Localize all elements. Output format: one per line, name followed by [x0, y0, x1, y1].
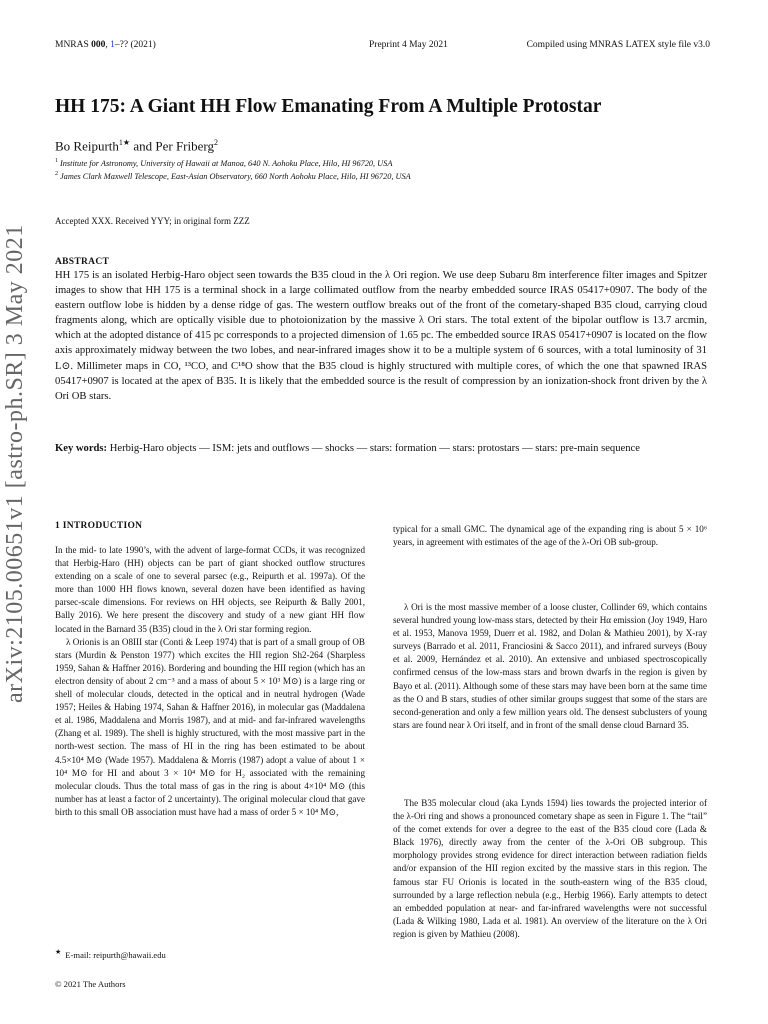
author-connector: and: [130, 138, 156, 154]
affiliation-1-text: Institute for Astronomy, University of Hawaii at Manoa, 640 N. Aohoku Place, Hilo, HI 96720, USA: [60, 158, 393, 168]
paper-title: HH 175: A Giant HH Flow Emanating From A Multiple Protostar: [55, 96, 602, 117]
affiliation-2-number: 2: [55, 171, 58, 177]
compiled-note: Compiled using MNRAS LATEX style file v3.0: [526, 40, 710, 50]
paragraph: In the mid- to late 1990’s, with the advent of large-format CCDs, it was recognized that Herbig-Haro (HH) objects can be part of giant shocked outflow structures extending on a scale of one to several parsec (e.g., Reipurth et al. 1997a). Of the more than 1000 HH flows known, several dozen have been identified as having parsec-scale dimensions. For reviews on HH objects, see Reipurth & Bally 2001, Bally 2016). We here present the discovery and study of a new giant HH flow located in the Barnard 35 (B35) cloud in the λ Ori star forming region.: [55, 545, 365, 634]
affiliation-1-number: 1: [55, 158, 58, 164]
author-1: Bo Reipurth: [55, 138, 119, 154]
arxiv-stamp: arXiv:2105.00651v1 [astro-ph.SR] 3 May 2021: [2, 224, 28, 703]
running-header-journal: MNRAS 000, 1–?? (2021): [55, 40, 156, 50]
affiliation-2: [55, 171, 411, 181]
author-list: [55, 138, 218, 154]
footnote-mark: ★: [55, 948, 62, 956]
page-end: –??: [114, 40, 129, 50]
paragraph: The B35 molecular cloud (aka Lynds 1594) lies towards the projected interior of the λ-Ori ring and shows a pronounced cometary shape as seen in Figure 1. The “tail” of the comet extends for over a degree to the east of the B35 cloud core (Lada & Black 1976), directly away from the center of the λ-Ori OB subgroup. This morphology provides strong evidence for direct interaction between radiation fields and/or expansion of the HII region excited by the massive stars in this region. The famous star FU Orionis is located in the south-eastern wing of the B35 cloud, surrounded by a large reflection nebula (e.g., Herbig 1966). Early attempts to detect an embedded population at near- and far-infrared wavelengths were not successful (Lada & Wilking 1980, Lada et al. 1981). An overview of the literature on the λ Ori region is given by Mathieu (2008).: [393, 798, 707, 939]
author-1-marks: 1★: [118, 138, 131, 147]
journal-year: (2021): [130, 40, 156, 50]
section-heading-introduction: 1 INTRODUCTION: [55, 521, 143, 531]
accepted-line: Accepted XXX. Received YYY; in original form ZZZ: [55, 216, 250, 226]
keywords: [55, 441, 707, 456]
abstract-heading: ABSTRACT: [55, 257, 110, 267]
page-start-link[interactable]: 1: [110, 40, 115, 50]
author-2: Per Friberg: [155, 138, 214, 154]
right-paragraph-1: [393, 523, 707, 549]
journal-volume: 000: [91, 40, 106, 50]
right-paragraph-2: [393, 601, 707, 732]
affiliation-2-text: James Clark Maxwell Telescope, East-Asian Observatory, 660 North Aohoku Place, Hilo, HI 96720, USA: [60, 171, 411, 181]
preprint-date: Preprint 4 May 2021: [369, 40, 448, 50]
right-paragraph-3: [393, 797, 707, 941]
left-column: [55, 544, 365, 819]
paragraph: typical for a small GMC. The dynamical age of the expanding ring is about 5 × 10⁶ years, in agreement with estimates of the age of the λ-Ori OB sub-group.: [393, 524, 707, 548]
paragraph: λ Ori is the most massive member of a loose cluster, Collinder 69, which contains several hundred young low-mass stars, detected by their Hα emission (Joy 1949, Haro et al. 1953, Manova 1959, Duerr et al. 1982, and Dolan & Mathieu 2001), by X-ray surveys (Barrado et al. 2011, Franciosini & Sacco 2011), and infrared surveys (Bouy et al. 2009, Hernández et al. 2010). An extensive and unbiased spectroscopically confirmed census of the low-mass stars and brown dwarfs in the region is given by Bayo et al. (2011). Although some of these stars may have been born at the same time as the O and B stars, studies of other similar groups suggest that some of the stars are second-generation and only a few million years old. The densest subclusters of young stars are found near λ Ori itself, and in front of the small dense cloud Barnard 35.: [393, 602, 707, 730]
keywords-text: Herbig-Haro objects — ISM: jets and outflows — shocks — stars: formation — stars: protostars — stars: pre-main sequence: [109, 443, 640, 454]
keywords-label: Key words:: [55, 443, 108, 454]
affiliation-1: [55, 158, 392, 168]
abstract-text: HH 175 is an isolated Herbig-Haro object seen towards the B35 cloud in the λ Ori region. We use deep Subaru 8m interference filter images and Spitzer images to show that HH 175 is a terminal shock in a large collimated outflow from the nearby embedded source IRAS 05417+0907. The body of the eastern outflow lobe is hidden by a dense ridge of gas. The western outflow breaks out of the front of the cometary-shaped B35 cloud, carrying cloud fragments along, which are optically visible due to photoionization by the massive λ Ori stars. The total extent of the bipolar outflow is 13.7 arcmin, which at the adopted distance of 415 pc corresponds to a projected dimension of 1.65 pc. The embedded source IRAS 05417+0907 is located on the flow axis approximately midway between the two lobes, and near-infrared images show it to be a multiple system of 6 sources, with a total luminosity of 31 L⊙. Millimeter maps in CO, ¹³CO, and C¹⁸O show that the B35 cloud is highly structured with multiple cores, of which the one that spawned IRAS 05417+0907 is located at the apex of B35. It is likely that the embedded source is the result of compression by an ionization-shock front driven by the λ Ori OB stars.: [55, 270, 707, 402]
journal-name: MNRAS: [55, 40, 89, 50]
author-2-marks: 2: [214, 138, 218, 147]
footnote-text: E-mail: reipurth@hawaii.edu: [65, 949, 166, 960]
paragraph: λ Orionis is an O8III star (Conti & Leep 1974) that is part of a small group of OB stars (Murdin & Penston 1977) which excites the HII region Sh2-264 (Sharpless 1959, Sahan & Haffner 2016). Bordering and bounding the HII region (which has an electron density of about 2 cm⁻³ and a mass of about 5 × 10³ M⊙) is a large ring or shell of molecular clouds, detected in the optical and in neutral hydrogen (Wade 1957; Heiles & Habing 1974, Sahan & Haffner 2016), in molecular gas (Maddalena et al. 1986, Maddalena and Morris 1987), and at mid- and far-infrared wavelengths (Zhang et al. 1989). The shell is highly structured, with the most massive part in the north-west section. The mass of HI in the ring has been estimated to be about 4.5×10⁴ M⊙ (Wade 1957). Maddalena & Morris (1987) adopt a value of about 1 × 10⁴ M⊙ for HI and about 3 × 10⁴ M⊙ for H₂ associated with the remaining molecular clouds. Thus the total mass of gas in the ring is about 4×10⁴ M⊙ (this number has at least a factor of 2 uncertainty). The original molecular cloud that gave birth to this small OB association must have had a mass of order 5 × 10⁴ M⊙,: [55, 636, 365, 817]
copyright: © 2021 The Authors: [55, 979, 126, 989]
footnote-email: [55, 948, 166, 960]
